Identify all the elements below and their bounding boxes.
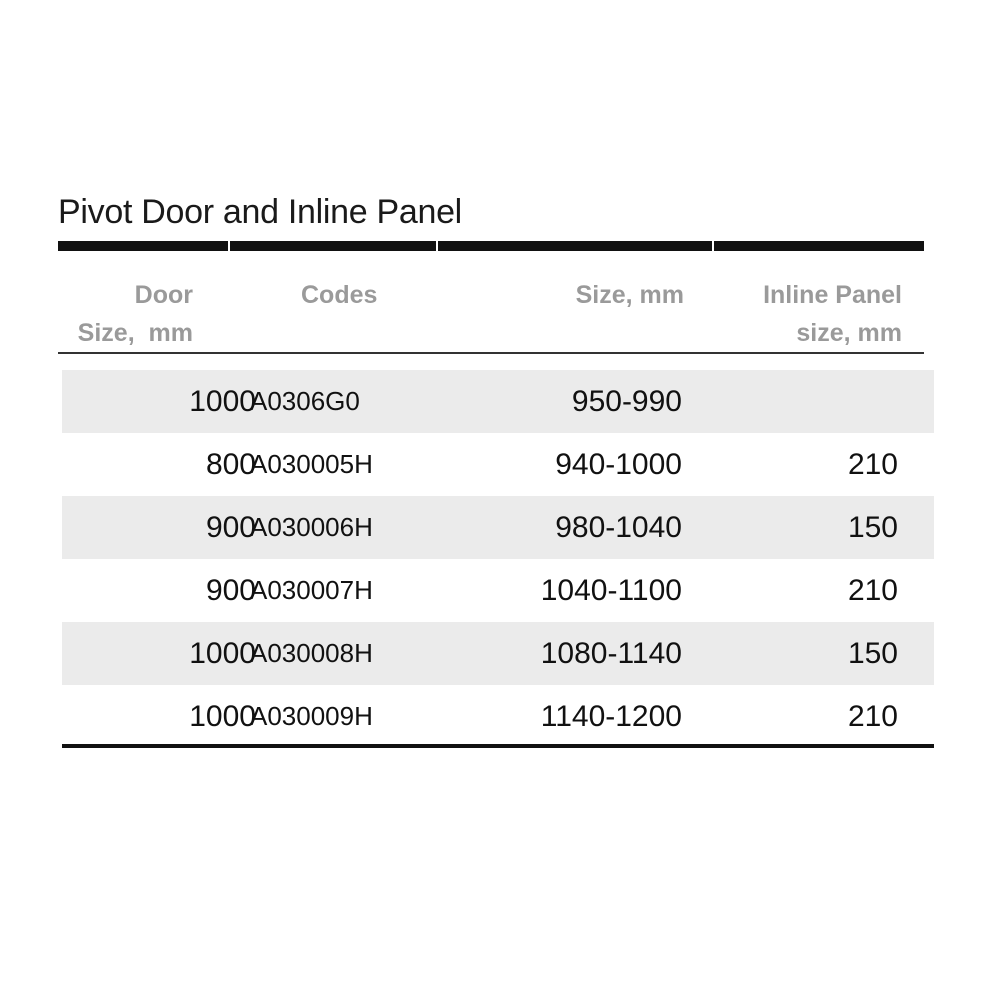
header-door-size	[78, 276, 193, 352]
header-inline-panel-line2: size, mm	[796, 319, 902, 347]
table-header	[58, 276, 924, 356]
cell-inline-panel: 150	[847, 511, 898, 544]
cell-code: A030007H	[250, 575, 373, 605]
table-row	[62, 433, 934, 496]
table-row	[62, 370, 934, 433]
cell-size: 950-990	[571, 385, 682, 418]
cell-code: A030005H	[250, 449, 373, 479]
cell-size: 940-1000	[555, 448, 682, 481]
cell-code: A030008H	[250, 638, 373, 668]
header-size: Size, mm	[575, 281, 684, 309]
cell-door-size: 1000	[189, 637, 256, 670]
table-bottom-rule	[62, 744, 934, 748]
cell-door-size: 800	[205, 448, 256, 481]
cell-size: 1040-1100	[540, 574, 682, 607]
header-codes: Codes	[301, 281, 378, 309]
cell-size: 1140-1200	[540, 700, 682, 733]
title-rule-segment	[714, 241, 924, 251]
table-body	[62, 370, 934, 748]
cell-inline-panel: 210	[847, 574, 898, 607]
cell-inline-panel: 210	[847, 448, 898, 481]
table-row	[62, 685, 934, 748]
title-rule-segment	[230, 241, 436, 251]
table-row	[62, 496, 934, 559]
header-door-size-line2: Size, mm	[77, 319, 193, 347]
cell-door-size: 900	[205, 511, 256, 544]
table-row	[62, 622, 934, 685]
cell-door-size: 1000	[189, 700, 256, 733]
cell-code: A0306G0	[250, 386, 360, 416]
cell-inline-panel: 150	[847, 637, 898, 670]
table-title: Pivot Door and Inline Panel	[58, 193, 462, 231]
cell-code: A030009H	[250, 701, 373, 731]
title-rule	[58, 241, 924, 251]
cell-size: 980-1040	[555, 511, 682, 544]
header-inline-panel-line1: Inline Panel	[763, 281, 902, 309]
cell-size: 1080-1140	[540, 637, 682, 670]
table-row	[62, 559, 934, 622]
header-inline-panel	[763, 276, 902, 352]
cell-inline-panel: 210	[847, 700, 898, 733]
cell-door-size: 900	[205, 574, 256, 607]
cell-door-size: 1000	[189, 385, 256, 418]
header-door-size-line1: Door	[134, 281, 193, 309]
header-rule	[58, 352, 924, 354]
cell-code: A030006H	[250, 512, 373, 542]
title-rule-segment	[58, 241, 228, 251]
title-rule-segment	[438, 241, 712, 251]
